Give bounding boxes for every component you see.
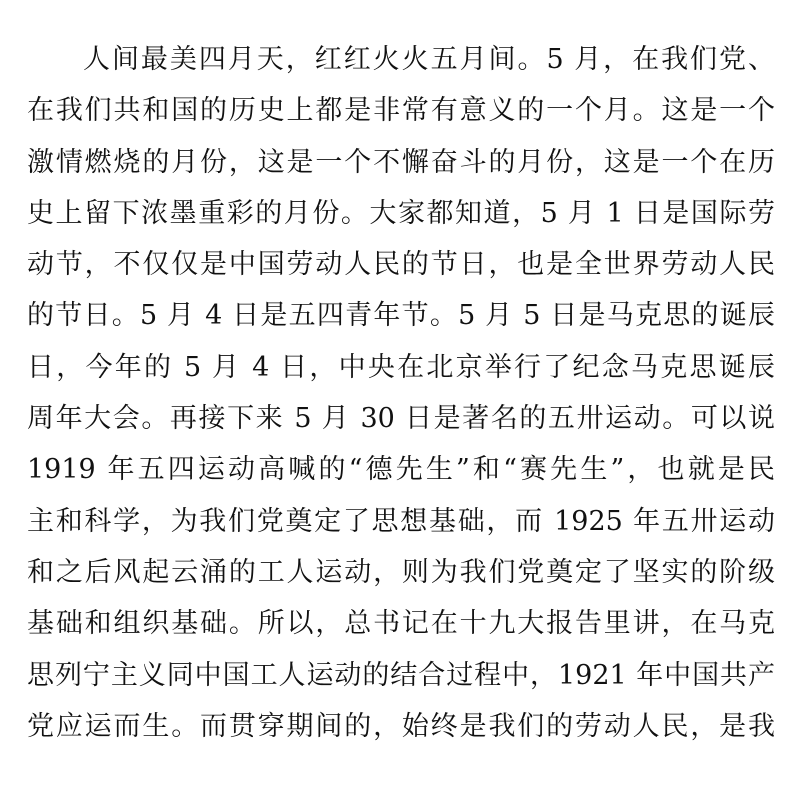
text-line: 动节，不仅仅是中国劳动人民的节日，也是全世界劳动人民 (27, 249, 775, 281)
text-line: 日，今年的 5 月 4 日，中央在北京举行了纪念马克思诞辰 (27, 351, 775, 383)
text-line: 在我们共和国的历史上都是非常有意义的一个月。这是一个 (27, 95, 775, 127)
text-line: 1919 年五四运动高喊的“德先生”和“赛先生”，也就是民 (27, 454, 775, 486)
text-line: 基础和组织基础。所以，总书记在十九大报告里讲，在马克 (27, 608, 775, 640)
text-line: 周年大会。再接下来 5 月 30 日是著名的五卅运动。可以说 (27, 403, 775, 435)
text-line: 人间最美四月天，红红火火五月间。5 月，在我们党、 (83, 44, 775, 75)
text-line: 思列宁主义同中国工人运动的结合过程中，1921 年中国共产 (27, 659, 775, 691)
text-line: 和之后风起云涌的工人运动，则为我们党奠定了坚实的阶级 (27, 556, 775, 588)
text-line: 的节日。5 月 4 日是五四青年节。5 月 5 日是马克思的诞辰 (27, 300, 775, 332)
text-line: 史上留下浓墨重彩的月份。大家都知道，5 月 1 日是国际劳 (27, 197, 775, 229)
body-paragraph (27, 34, 775, 752)
text-line: 党应运而生。而贯穿期间的，始终是我们的劳动人民，是我 (27, 710, 775, 742)
text-line: 激情燃烧的月份，这是一个不懈奋斗的月份，这是一个在历 (27, 146, 775, 178)
text-line: 主和科学，为我们党奠定了思想基础，而 1925 年五卅运动 (27, 505, 775, 537)
